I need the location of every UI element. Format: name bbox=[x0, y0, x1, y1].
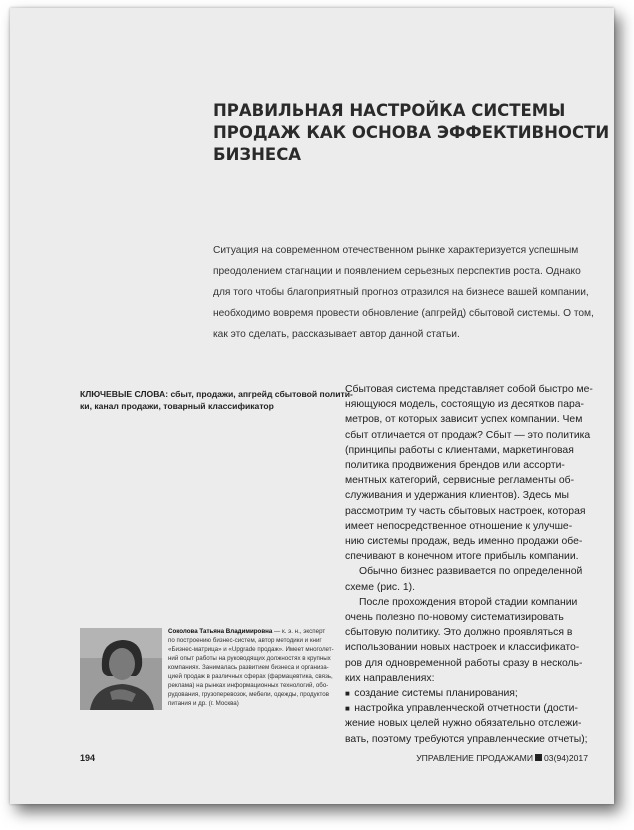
bio-line: по построению бизнес-систем, автор методики и книг bbox=[168, 637, 322, 644]
page-number: 194 bbox=[80, 753, 96, 763]
bio-line: питания и др. (г. Москва) bbox=[168, 700, 239, 707]
body-line: жение новых целей нужно обязательно отслежи- bbox=[345, 718, 582, 730]
bio-line: реклама) на рынках информационных технологий, обо- bbox=[168, 682, 329, 689]
author-portrait-icon bbox=[80, 628, 162, 710]
body-line: ров для одновременной работы сразу в несколь- bbox=[345, 657, 583, 669]
bio-line: ний опыт работы на руководящих должностях в крупных bbox=[168, 655, 331, 662]
article-body bbox=[345, 382, 600, 747]
body-line: метров, от которых зависит успех компании. Чем bbox=[345, 414, 583, 426]
title-line: БИЗНЕСА bbox=[213, 145, 302, 164]
body-line: (принципы работы с клиентами, маркетинговая bbox=[345, 444, 574, 456]
body-line: спечивают в конечном итоге прибыль компании. bbox=[345, 551, 579, 563]
body-line: имеет непосредственное отношение к улучше- bbox=[345, 520, 573, 532]
body-line: После прохождения второй стадии компании bbox=[359, 596, 578, 608]
article-lead bbox=[213, 240, 594, 345]
bio-line-rest: — к. э. н., эксперт bbox=[272, 628, 326, 635]
body-line: схеме (рис. 1). bbox=[345, 581, 415, 593]
bio-line: цией продаж в различных сферах (фармацевтика, связь, bbox=[168, 673, 333, 680]
body-line: ких направлениях: bbox=[345, 672, 435, 684]
title-line: ПРАВИЛЬНАЯ НАСТРОЙКА СИСТЕМЫ bbox=[213, 101, 566, 120]
body-line: Сбытовая система представляет собой быстро ме- bbox=[345, 384, 593, 395]
body-line: использовании новых настроек и классификато- bbox=[345, 642, 580, 654]
article-title bbox=[213, 100, 610, 166]
body-line: Обычно бизнес развивается по определенной bbox=[359, 566, 583, 578]
journal-footer bbox=[416, 753, 588, 763]
bio-line bbox=[168, 627, 338, 636]
body-line: сбытовую политику. Это должно проявляться в bbox=[345, 627, 573, 639]
body-line: политика продвижения брендов или ассорти- bbox=[345, 460, 565, 472]
journal-issue: 03(94)2017 bbox=[544, 753, 588, 763]
keywords bbox=[80, 388, 353, 412]
magazine-page bbox=[10, 8, 614, 804]
keywords-line: КЛЮЧЕВЫЕ СЛОВА: сбыт, продажи, апгрейд сбытовой полити- bbox=[80, 389, 353, 399]
title-line: ПРОДАЖ КАК ОСНОВА ЭФФЕКТИВНОСТИ bbox=[213, 123, 610, 142]
body-line: вать, поэтому требуются управленческие отчеты); bbox=[345, 733, 588, 745]
body-line: нию системы продаж, ведь именно продажи обе- bbox=[345, 536, 583, 548]
bio-line: рудования, грузоперевозок, мебели, одежды, продуктов bbox=[168, 691, 330, 698]
author-photo bbox=[80, 628, 162, 710]
body-line: няющуюся модель, состоящую из десятков пара- bbox=[345, 399, 584, 411]
lead-line: Ситуация на современном отечественном рынке характеризуется успешным bbox=[213, 245, 579, 256]
square-separator-icon bbox=[535, 754, 542, 761]
body-line: очень полезно по-новому систематизировать bbox=[345, 612, 564, 624]
journal-name: УПРАВЛЕНИЕ ПРОДАЖАМИ bbox=[416, 753, 534, 763]
body-line: служивания и удержания клиентов). Здесь мы bbox=[345, 490, 569, 502]
lead-line: для того чтобы благоприятный прогноз отразился на бизнесе вашей компании, bbox=[213, 287, 589, 298]
author-name: Соколова Татьяна Владимировна bbox=[168, 628, 273, 635]
lead-line: как это сделать, рассказывает автор данной статьи. bbox=[213, 329, 460, 340]
bullet-item: ■ создание системы планирования; bbox=[345, 686, 600, 701]
author-bio bbox=[168, 627, 338, 708]
keywords-line: ки, канал продажи, товарный классификатор bbox=[80, 401, 274, 411]
bio-line: «Бизнес-матрица» и «Upgrade продаж». Имеет многолет- bbox=[168, 646, 334, 653]
body-line: ментных категорий, сервисные регламенты об- bbox=[345, 475, 575, 487]
body-line: рассмотрим ту часть сбытовых настроек, которая bbox=[345, 505, 586, 517]
lead-line: преодолением стагнации и появлением серьезных перспектив роста. Однако bbox=[213, 266, 581, 277]
bullet-item: ■ настройка управленческой отчетности (дости- bbox=[345, 701, 600, 716]
bio-line: компаниях. Занималась развитием бизнеса и организа- bbox=[168, 664, 329, 671]
lead-line: необходимо вовремя провести обновление (апгрейд) сбытовой системы. О том, bbox=[213, 308, 594, 319]
body-line: сбыт отличается от продаж? Сбыт — это политика bbox=[345, 429, 591, 441]
